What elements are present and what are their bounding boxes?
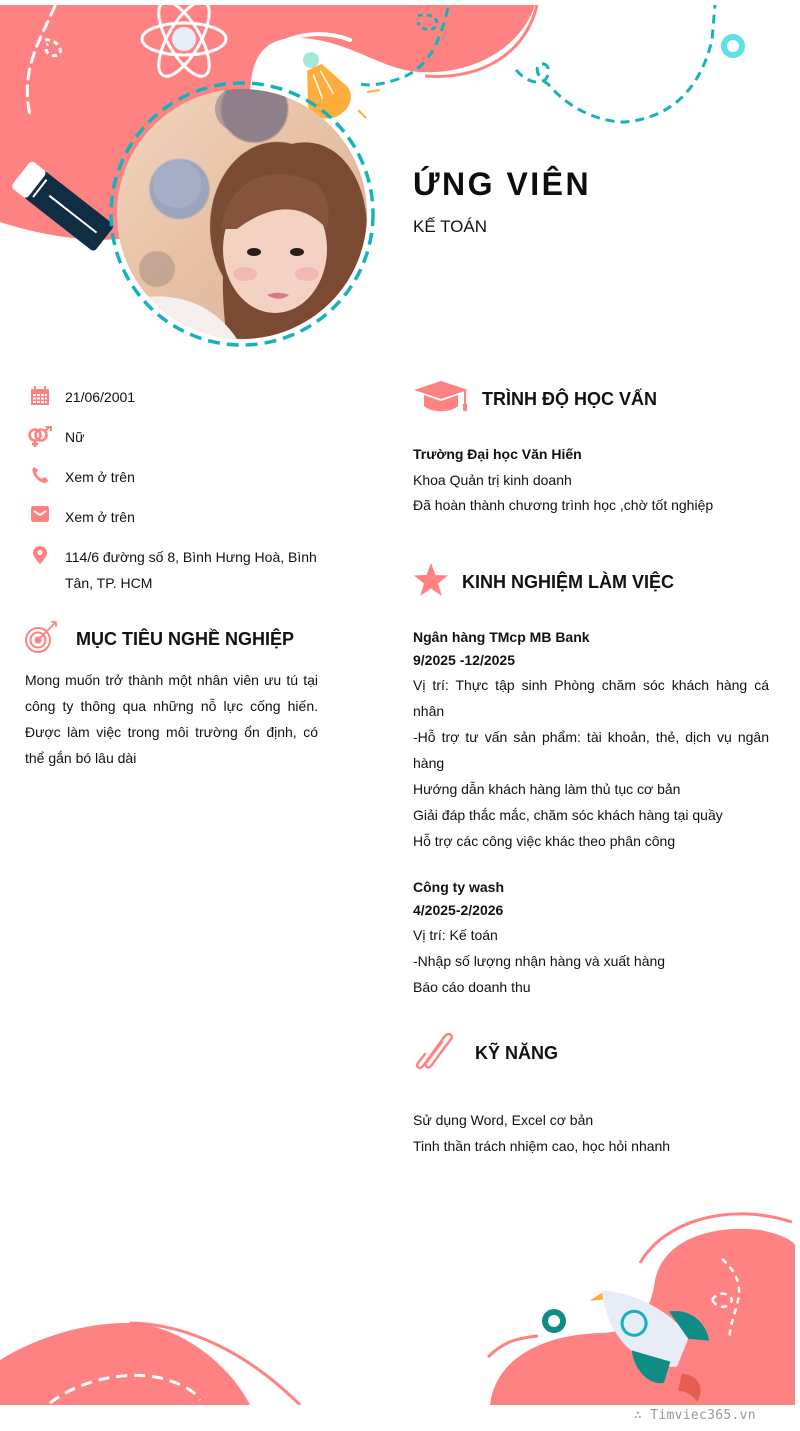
faculty: Khoa Quản trị kinh doanh [413,471,572,488]
education-heading [413,380,657,419]
career-goal-heading [24,620,294,659]
footer-decoration [0,1190,800,1405]
education-title: TRÌNH ĐỘ HỌC VẤN [482,389,657,409]
contact-gender [28,426,328,450]
job-title: KẾ TOÁN [413,217,488,236]
contact-info [28,386,328,612]
school-name: Trường Đại học Văn Hiến [413,446,582,462]
education-details [413,442,769,519]
gender-icon [28,426,52,448]
candidate-name: ỨNG VIÊN [413,166,592,202]
email-icon [28,506,52,528]
job-detail: Hướng dẫn khách hàng làm thủ tục cơ bản [413,781,681,797]
target-icon [24,620,58,659]
experience-list [413,626,769,1022]
experience-heading [413,562,674,603]
phone-icon [28,466,52,488]
email-value: Xem ở trên [65,509,135,525]
job-period: 9/2025 -12/2025 [413,652,515,668]
skill-item: Sử dụng Word, Excel cơ bản [413,1112,594,1128]
contact-phone [28,466,328,490]
job-detail: -Nhập số lượng nhận hàng và xuất hàng [413,953,666,969]
company-name: Công ty wash [413,879,505,895]
job-detail: Hỗ trợ các công việc khác theo phân công [413,833,676,849]
job-detail: Báo cáo doanh thu [413,979,531,995]
job-detail: Giải đáp thắc mắc, chăm sóc khách hàng tại quầy [413,807,723,823]
job-detail: Vị trí: Thực tập sinh Phòng chăm sóc khách hàng cá nhân [413,677,769,719]
address-value: 114/6 đường số 8, Bình Hưng Hoà, Bình Tân, TP. HCM [65,549,317,591]
job-detail: -Hỗ trợ tư vấn sản phẩm: tài khoản, thẻ, dịch vụ ngân hàng [413,729,769,771]
phone-value: Xem ở trên [65,469,135,485]
birthdate-value: 21/06/2001 [65,389,136,405]
calendar-icon [28,386,52,408]
career-goal-text: Mong muốn trở thành một nhân viên ưu tú tại công ty thông qua những nỗ lực cống hiến. Được làm việc trong môi trường ổn định, có thể gắn bó lâu dài [25,672,318,766]
profile-photo [117,89,367,339]
skills-list [413,1107,769,1159]
job-detail: Vị trí: Kế toán [413,927,498,943]
location-pin-icon [28,546,52,568]
gender-value: Nữ [65,429,85,445]
contact-birthdate [28,386,328,410]
paperclip-icon [415,1030,457,1077]
contact-email [28,506,328,530]
career-goal-title: MỤC TIÊU NGHỀ NGHIỆP [76,629,295,649]
job-entry [413,876,769,1000]
star-icon [413,562,449,603]
skills-title: KỸ NĂNG [475,1043,559,1063]
experience-title: KINH NGHIỆM LÀM VIỆC [462,572,675,592]
job-entry [413,626,769,854]
contact-address [28,546,328,596]
company-name: Ngân hàng TMcp MB Bank [413,629,590,645]
job-period: 4/2025-2/2026 [413,902,504,918]
education-status: Đã hoàn thành chương trình học ,chờ tốt nghiệp [413,497,714,513]
watermark: ∴ Timviec365.vn [634,1408,756,1423]
skill-item: Tinh thần trách nhiệm cao, học hỏi nhanh [413,1138,671,1154]
skills-heading [415,1030,558,1077]
graduation-cap-icon [413,380,469,419]
